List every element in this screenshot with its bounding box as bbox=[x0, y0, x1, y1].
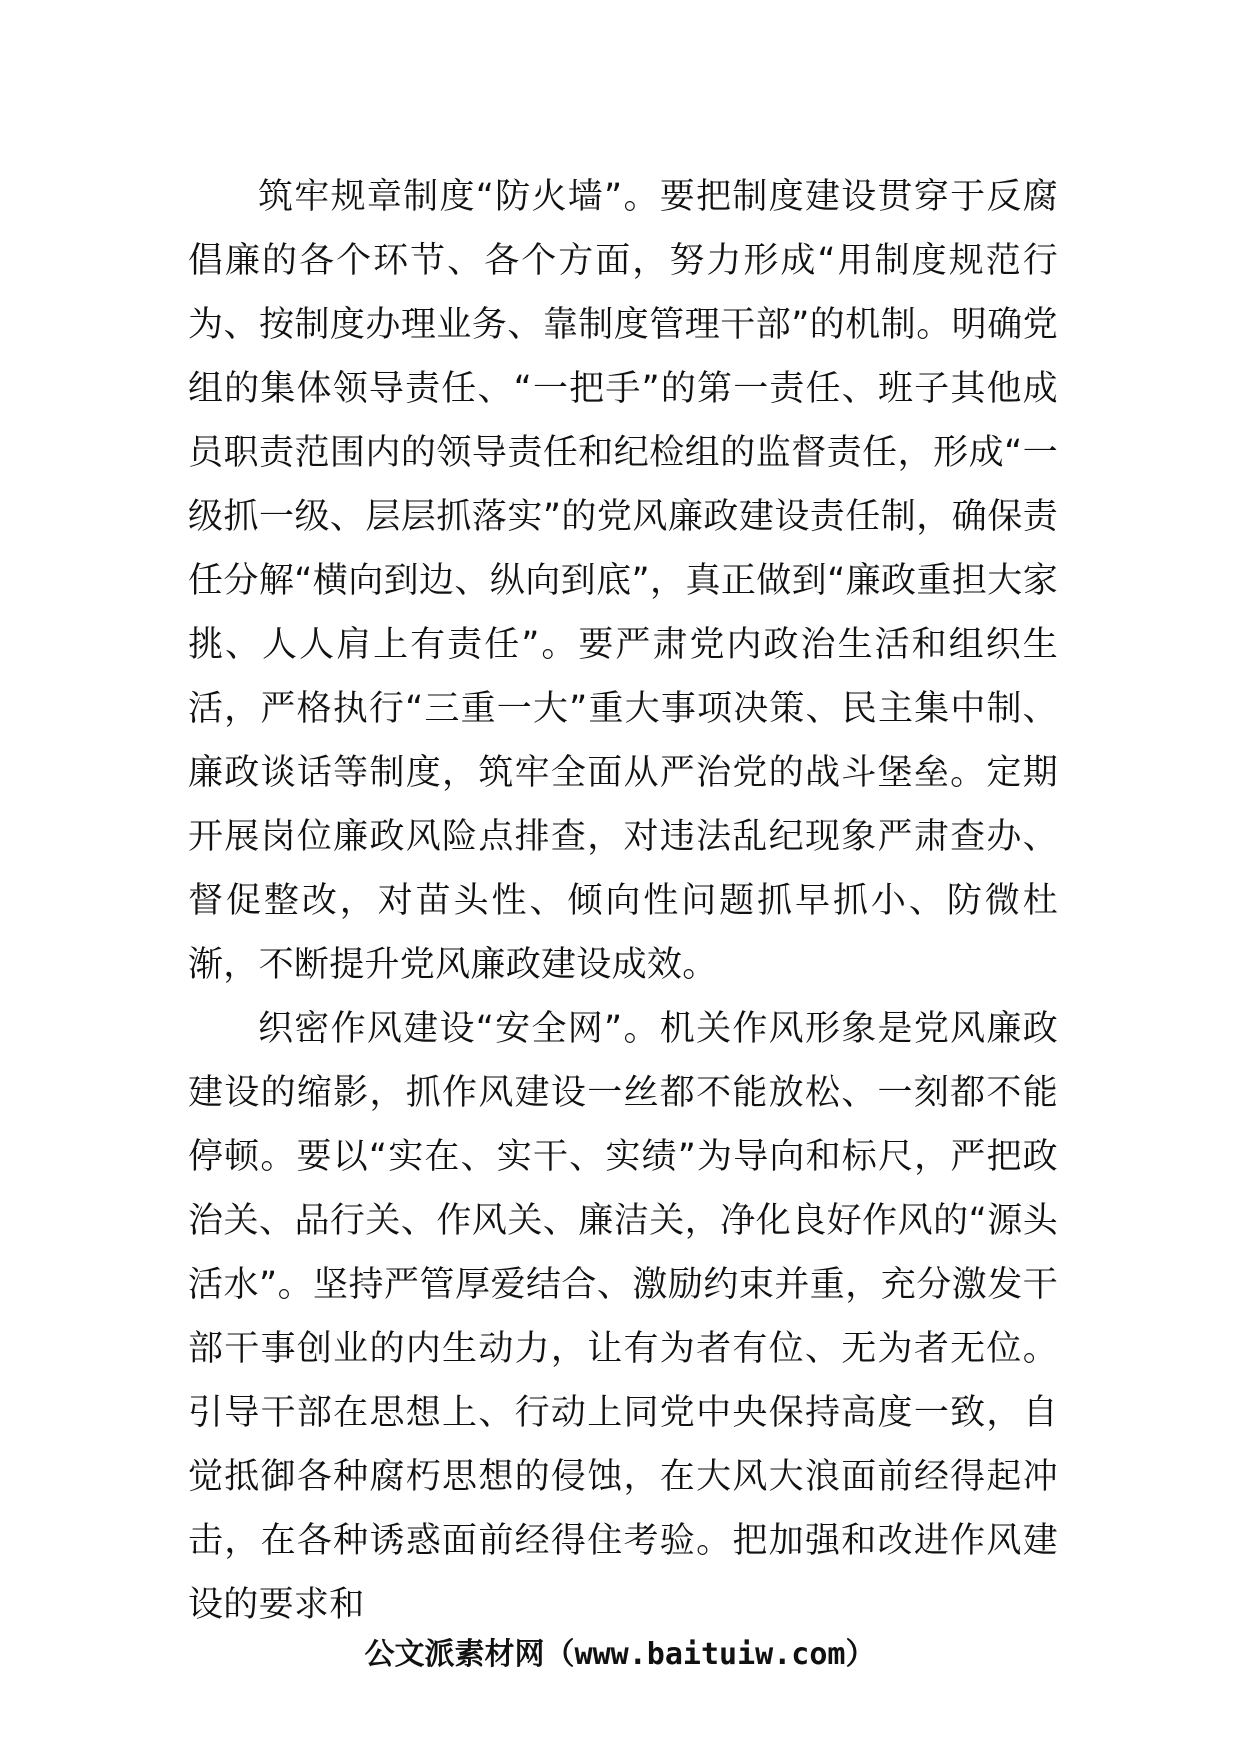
paragraph-firewall: 筑牢规章制度“防火墙”。要把制度建设贯穿于反腐倡廉的各个环节、各个方面，努力形成“用制度规范行为、按制度办理业务、靠制度管理干部”的机制。明确党组的集体领导责任、“一把手”的第一责任、班子其他成员职责范围内的领导责任和纪检组的监督责任，形成“一级抓一级、层层抓落实”的党风廉政建设责任制，确保责任分解“横向到边、纵向到底”，真正做到“廉政重担大家挑、人人肩上有责任”。要严肃党内政治生活和组织生活，严格执行“三重一大”重大事项决策、民主集中制、廉政谈话等制度，筑牢全面从严治党的战斗堡垒。定期开展岗位廉政风险点排查，对违法乱纪现象严肃查办、督促整改，对苗头性、倾向性问题抓早抓小、防微杜渐，不断提升党风廉政建设成效。 bbox=[188, 177, 1058, 985]
paragraph-safety-net: 织密作风建设“安全网”。机关作风形象是党风廉政建设的缩影，抓作风建设一丝都不能放松、一刻都不能停顿。要以“实在、实干、实绩”为导向和标尺，严把政治关、品行关、作风关、廉洁关，净化良好作风的“源头活水”。坚持严管厚爱结合、激励约束并重，充分激发干部干事创业的内生动力，让有为者有位、无为者无位。引导干部在思想上、行动上同党中央保持高度一致，自觉抵御各种腐朽思想的侵蚀，在大风大浪面前经得起冲击，在各种诱惑面前经得住考验。把加强和改进作风建设的要求和 bbox=[188, 1009, 1058, 1625]
footer-watermark bbox=[0, 1630, 1240, 1680]
document-body bbox=[188, 165, 1058, 1637]
footer-site-name: 公文派素材网 bbox=[364, 1637, 545, 1672]
footer-url: （www.baituiw.com） bbox=[544, 1637, 876, 1672]
